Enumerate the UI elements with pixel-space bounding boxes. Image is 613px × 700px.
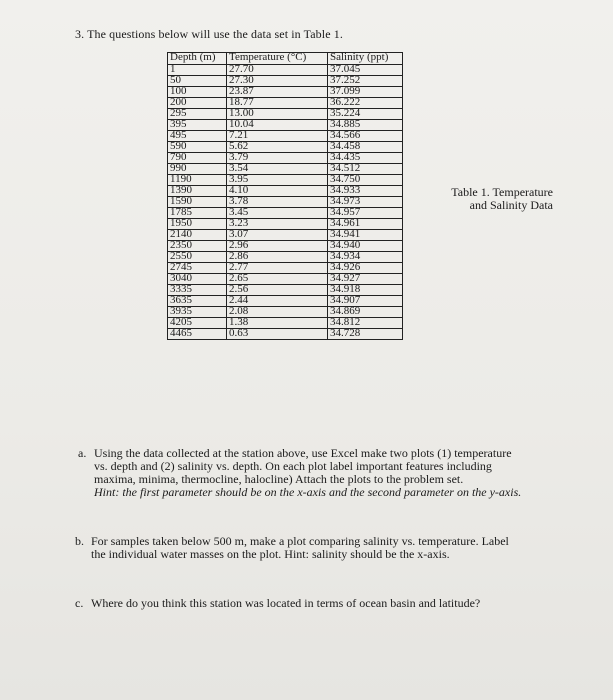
caption-line-1: Table 1. Temperature [451, 185, 553, 199]
salinity-cell: 37.045 [328, 65, 403, 76]
temperature-cell: 27.70 [227, 65, 328, 76]
caption-line-2: and Salinity Data [469, 198, 553, 212]
table-row [168, 76, 403, 87]
temperature-cell: 2.77 [227, 263, 328, 274]
question-a-letter: a. [78, 446, 87, 460]
depth-cell: 200 [168, 98, 227, 109]
depth-cell: 4465 [168, 329, 227, 340]
temperature-cell: 4.10 [227, 186, 328, 197]
depth-cell: 1785 [168, 208, 227, 219]
question-c-letter: c. [75, 596, 84, 610]
depth-cell: 3040 [168, 274, 227, 285]
header-salinity: Salinity (ppt) [328, 53, 403, 65]
temperature-cell: 3.23 [227, 219, 328, 230]
depth-cell: 1190 [168, 175, 227, 186]
table-row [168, 296, 403, 307]
depth-cell: 1 [168, 65, 227, 76]
question-a-hint: Hint: the first parameter should be on the x-axis and the second parameter on the y-axis. [94, 485, 522, 499]
question-a-line-2: vs. depth and (2) salinity vs. depth. On each plot label important features including [94, 459, 492, 473]
table-row [168, 153, 403, 164]
table-row [168, 142, 403, 153]
table-row [168, 98, 403, 109]
table-row [168, 219, 403, 230]
salinity-cell: 36.222 [328, 98, 403, 109]
salinity-cell: 37.252 [328, 76, 403, 87]
temperature-cell: 23.87 [227, 87, 328, 98]
question-b-line-2: the individual water masses on the plot. Hint: salinity should be the x-axis. [91, 547, 450, 561]
data-table [167, 52, 403, 340]
table-row [168, 285, 403, 296]
temperature-cell: 3.78 [227, 197, 328, 208]
question-a-line-1: Using the data collected at the station above, use Excel make two plots (1) temperature [94, 446, 512, 460]
temperature-cell: 1.38 [227, 318, 328, 329]
table-row [168, 131, 403, 142]
salinity-cell: 34.907 [328, 296, 403, 307]
depth-cell: 50 [168, 76, 227, 87]
salinity-cell: 34.927 [328, 274, 403, 285]
temperature-cell: 27.30 [227, 76, 328, 87]
salinity-cell: 34.957 [328, 208, 403, 219]
table-row [168, 329, 403, 340]
temperature-cell: 0.63 [227, 329, 328, 340]
salinity-cell: 34.961 [328, 219, 403, 230]
salinity-cell: 34.812 [328, 318, 403, 329]
temperature-cell: 2.08 [227, 307, 328, 318]
depth-cell: 395 [168, 120, 227, 131]
table-row [168, 120, 403, 131]
depth-cell: 590 [168, 142, 227, 153]
header-temperature: Temperature (°C) [227, 53, 328, 65]
depth-cell: 790 [168, 153, 227, 164]
table-row [168, 241, 403, 252]
salinity-cell: 34.435 [328, 153, 403, 164]
temperature-cell: 3.07 [227, 230, 328, 241]
question-intro: 3. The questions below will use the data set in Table 1. [75, 27, 343, 41]
table-row [168, 164, 403, 175]
depth-cell: 990 [168, 164, 227, 175]
temperature-cell: 2.86 [227, 252, 328, 263]
temperature-cell: 2.96 [227, 241, 328, 252]
question-b-letter: b. [75, 534, 84, 548]
salinity-cell: 37.099 [328, 87, 403, 98]
table-caption [417, 186, 553, 212]
temperature-cell: 3.95 [227, 175, 328, 186]
salinity-cell: 34.728 [328, 329, 403, 340]
table-row [168, 65, 403, 76]
salinity-cell: 34.934 [328, 252, 403, 263]
table-row [168, 252, 403, 263]
salinity-cell: 34.869 [328, 307, 403, 318]
depth-cell: 2350 [168, 241, 227, 252]
question-b-line-1: For samples taken below 500 m, make a plot comparing salinity vs. temperature. Label [91, 534, 509, 548]
depth-cell: 100 [168, 87, 227, 98]
temperature-cell: 2.56 [227, 285, 328, 296]
temperature-cell: 7.21 [227, 131, 328, 142]
temperature-cell: 13.00 [227, 109, 328, 120]
salinity-cell: 34.973 [328, 197, 403, 208]
temperature-cell: 3.45 [227, 208, 328, 219]
table-row [168, 197, 403, 208]
header-depth: Depth (m) [168, 53, 227, 65]
depth-cell: 3935 [168, 307, 227, 318]
temperature-cell: 2.44 [227, 296, 328, 307]
table-row [168, 175, 403, 186]
temperature-cell: 3.54 [227, 164, 328, 175]
salinity-cell: 34.458 [328, 142, 403, 153]
depth-cell: 2550 [168, 252, 227, 263]
depth-cell: 3635 [168, 296, 227, 307]
table-row [168, 263, 403, 274]
table-row [168, 307, 403, 318]
depth-cell: 295 [168, 109, 227, 120]
temperature-cell: 5.62 [227, 142, 328, 153]
depth-cell: 1390 [168, 186, 227, 197]
depth-cell: 495 [168, 131, 227, 142]
temperature-cell: 18.77 [227, 98, 328, 109]
table-row [168, 208, 403, 219]
depth-cell: 3335 [168, 285, 227, 296]
depth-cell: 4205 [168, 318, 227, 329]
salinity-cell: 34.941 [328, 230, 403, 241]
question-c-line-1: Where do you think this station was located in terms of ocean basin and latitude? [91, 596, 481, 610]
table-row [168, 109, 403, 120]
salinity-cell: 34.566 [328, 131, 403, 142]
salinity-cell: 34.933 [328, 186, 403, 197]
depth-cell: 1950 [168, 219, 227, 230]
table-row [168, 318, 403, 329]
salinity-cell: 34.512 [328, 164, 403, 175]
depth-cell: 2745 [168, 263, 227, 274]
temperature-cell: 3.79 [227, 153, 328, 164]
temperature-cell: 2.65 [227, 274, 328, 285]
table-header-row [168, 53, 403, 65]
table-row [168, 87, 403, 98]
salinity-cell: 34.926 [328, 263, 403, 274]
salinity-cell: 35.224 [328, 109, 403, 120]
salinity-cell: 34.750 [328, 175, 403, 186]
depth-cell: 2140 [168, 230, 227, 241]
salinity-cell: 34.918 [328, 285, 403, 296]
question-a-line-3: maxima, minima, thermocline, halocline) Attach the plots to the problem set. [94, 472, 464, 486]
temperature-cell: 10.04 [227, 120, 328, 131]
table-row [168, 186, 403, 197]
table-row [168, 274, 403, 285]
table-row [168, 230, 403, 241]
depth-cell: 1590 [168, 197, 227, 208]
salinity-cell: 34.885 [328, 120, 403, 131]
salinity-cell: 34.940 [328, 241, 403, 252]
